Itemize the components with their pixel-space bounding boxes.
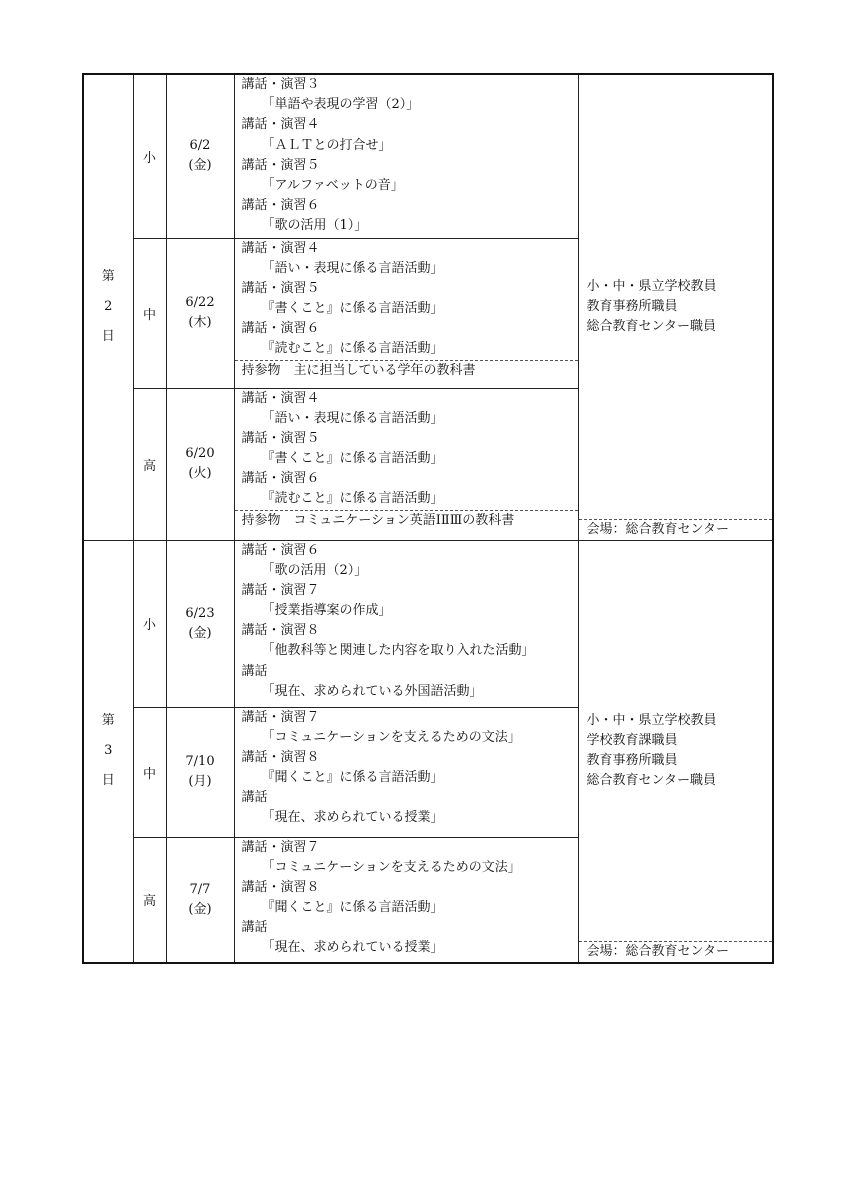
session-date: 7/10 [185, 754, 215, 769]
session-heading: 講話・演習５ [241, 157, 320, 173]
session-heading: 講話・演習８ [241, 879, 320, 895]
day-label-char: 第 [101, 269, 115, 285]
session-content [234, 74, 578, 238]
session-topic: 『読むこと』に係る言語活動」 [261, 491, 444, 507]
session-date-cell [166, 238, 234, 388]
session-weekday: (金) [188, 158, 212, 174]
session-date: 6/22 [185, 295, 215, 310]
materials-note: 持参物 コミュニケーション英語ⅠⅡⅢの教科書 [235, 510, 578, 531]
venue-label: 会場：総合教育センター [579, 519, 773, 540]
session-content [234, 837, 578, 963]
session-heading: 講話・演習３ [241, 77, 320, 92]
session-topic: 『書くこと』に係る言語活動」 [261, 301, 444, 317]
session-heading: 講話・演習６ [241, 198, 320, 214]
session-heading: 講話・演習８ [241, 749, 320, 765]
session-heading: 講話・演習８ [241, 623, 320, 639]
school-level: 高 [133, 388, 166, 540]
session-date-cell [166, 837, 234, 963]
day-label-cell [83, 540, 133, 963]
participant-group: 小・中・県立学校教員 [586, 713, 717, 729]
session-topic: 『聞くこと』に係る言語活動」 [261, 770, 444, 786]
session-heading: 講話・演習４ [241, 390, 320, 406]
session-content [234, 707, 578, 837]
session-heading: 講話・演習４ [241, 240, 320, 256]
participants-cell [578, 74, 773, 540]
school-level: 小 [133, 74, 166, 238]
session-date: 6/20 [185, 446, 215, 461]
session-topic: 「単語や表現の学習（2）」 [261, 97, 420, 113]
schedule-row [83, 74, 773, 238]
participant-group: 教育事務所職員 [586, 299, 678, 315]
session-topic: 「アルファベットの音」 [261, 177, 404, 193]
session-heading: 講話・演習５ [241, 430, 320, 446]
session-topic: 「語い・表現に係る言語活動」 [261, 410, 444, 426]
schedule-table [82, 73, 774, 964]
session-topic: 「ＡＬＴとの打合せ」 [261, 137, 392, 153]
session-topic: 『聞くこと』に係る言語活動」 [261, 900, 444, 916]
school-level: 中 [133, 238, 166, 388]
session-date-cell [166, 74, 234, 238]
session-weekday: (金) [188, 901, 212, 917]
session-topic: 『読むこと』に係る言語活動」 [261, 341, 444, 357]
participant-group: 学校教育課職員 [586, 733, 678, 749]
session-topic: 「歌の活用（2）」 [261, 562, 368, 578]
session-date-cell [166, 707, 234, 837]
session-heading: 講話・演習６ [241, 321, 320, 337]
session-heading: 講話・演習６ [241, 471, 320, 487]
session-topic: 「現在、求められている授業」 [261, 940, 444, 956]
participant-group: 教育事務所職員 [586, 753, 678, 769]
session-heading: 講話 [241, 920, 268, 936]
session-date-cell [166, 540, 234, 707]
school-level: 小 [133, 540, 166, 707]
school-level: 中 [133, 707, 166, 837]
school-level: 高 [133, 837, 166, 963]
session-topic: 「他教科等と関連した内容を取り入れた活動」 [261, 643, 535, 659]
session-topic: 「授業指導案の作成」 [261, 603, 392, 619]
session-topic: 「現在、求められている授業」 [261, 810, 444, 826]
session-content [234, 540, 578, 707]
day-label-cell [83, 74, 133, 540]
session-date: 6/2 [189, 138, 211, 154]
session-heading: 講話・演習５ [241, 280, 320, 296]
session-topic: 「語い・表現に係る言語活動」 [261, 260, 444, 276]
participants-list [587, 711, 773, 791]
venue-label: 会場：総合教育センター [579, 941, 773, 962]
session-weekday: (火) [188, 466, 212, 481]
session-topic: 「コミュニケーションを支えるための文法」 [261, 729, 521, 745]
session-heading: 講話 [241, 663, 268, 679]
session-content [234, 388, 578, 540]
participants-cell [578, 540, 773, 963]
session-heading: 講話・演習４ [241, 117, 320, 133]
day-label-char: 2 [104, 299, 113, 315]
session-date-cell [166, 388, 234, 540]
schedule-body [83, 74, 773, 963]
session-topic: 『書くこと』に係る言語活動」 [261, 451, 444, 467]
session-date: 6/23 [185, 605, 215, 621]
participants-list [587, 277, 773, 337]
participant-group: 総合教育センター職員 [586, 773, 716, 789]
session-topic: 「歌の活用（1）」 [261, 218, 368, 234]
session-topic: 「現在、求められている外国語活動」 [261, 683, 483, 699]
session-heading: 講話・演習７ [241, 839, 320, 855]
session-heading: 講話 [241, 790, 268, 806]
session-heading: 講話・演習７ [241, 709, 320, 725]
day-label-char: 日 [101, 773, 115, 789]
day-label-char: 日 [101, 329, 115, 345]
session-heading: 講話・演習６ [241, 542, 320, 558]
session-heading: 講話・演習７ [241, 582, 320, 598]
participant-group: 総合教育センター職員 [586, 319, 716, 335]
day-label-char: 第 [101, 713, 115, 729]
day-label-char: 3 [104, 743, 113, 759]
session-topic: 「コミュニケーションを支えるための文法」 [261, 859, 521, 875]
participant-group: 小・中・県立学校教員 [586, 279, 717, 295]
session-weekday: (月) [188, 774, 212, 789]
session-weekday: (金) [188, 625, 212, 641]
materials-note: 持参物 主に担当している学年の教科書 [235, 360, 578, 381]
schedule-row [83, 540, 773, 707]
session-date: 7/7 [189, 881, 211, 897]
session-weekday: (木) [188, 315, 212, 330]
session-content [234, 238, 578, 388]
